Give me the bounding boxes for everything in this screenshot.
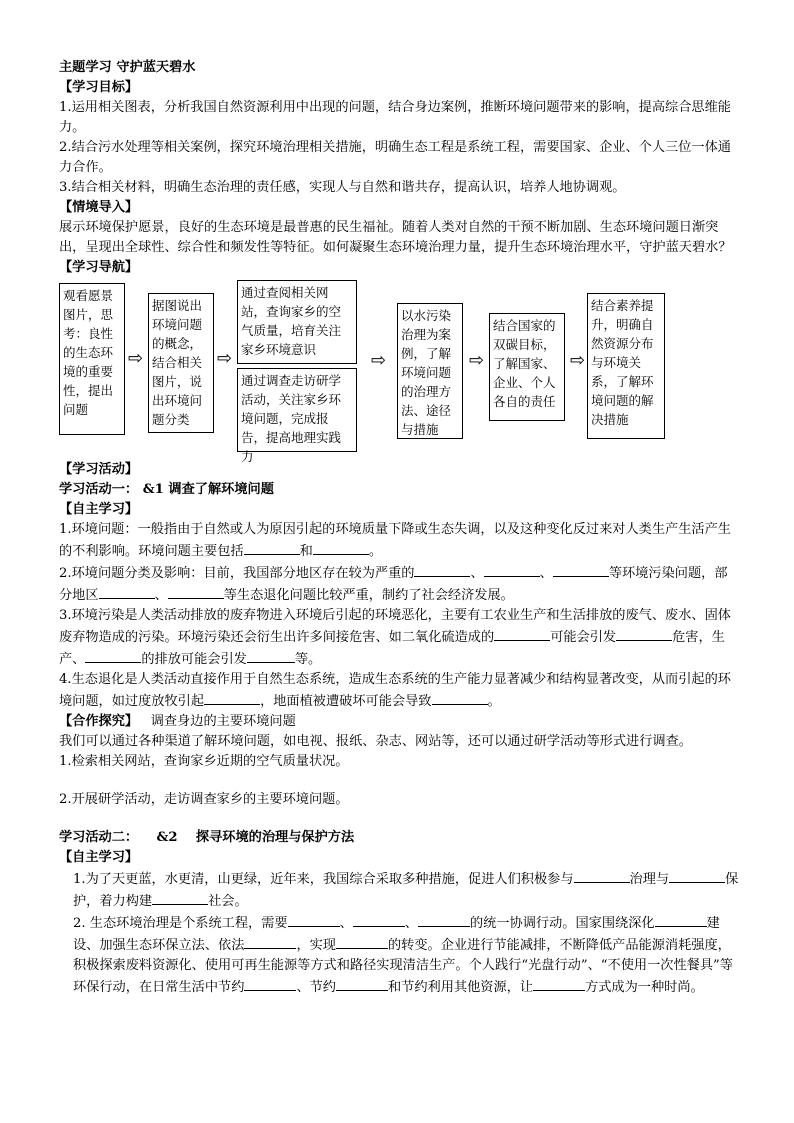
blank-field[interactable] xyxy=(655,912,707,927)
blank-field[interactable] xyxy=(418,912,470,927)
blank-field[interactable] xyxy=(353,912,405,927)
activity1-title: 学习活动一： &1 调查了解环境问题 xyxy=(59,482,274,497)
blank-field[interactable] xyxy=(336,934,388,949)
flow-box: 据图说出环境问题的概念，结合相关图片，说出环境问题分类 xyxy=(148,293,214,433)
flow-box: 结合素养提升，明确自然资源分布与环境关系，了解环境问题的解决措施 xyxy=(587,293,665,439)
goals-heading: 【学习目标】 xyxy=(59,80,139,95)
blank-field[interactable] xyxy=(288,912,340,927)
activity2-q1: 1.为了天更蓝，水更清，山更绿，近年来，我国综合采取多种措施，促进人们积极参与 治理与 保护，着力构建 社会。 xyxy=(59,868,739,912)
blank-field[interactable] xyxy=(244,976,296,991)
blank-field[interactable] xyxy=(336,976,388,991)
activity2-self-heading: 【自主学习】 xyxy=(59,850,139,865)
blank-field[interactable] xyxy=(574,868,630,883)
blank-field[interactable] xyxy=(244,540,300,555)
blank-field[interactable] xyxy=(152,890,208,905)
activity1-q1: 1.环境问题：一般指由于自然或人为原因引起的环境质量下降或生态失调，以及这种变化反过来对人类生产生活产生的不利影响。环境问题主要包括 和 。 xyxy=(59,522,731,559)
blank-field[interactable] xyxy=(494,626,550,641)
intro-heading: 【情境导入】 xyxy=(59,200,139,215)
coop-item: 2.开展研学活动，走访调查家乡的主要环境问题。 xyxy=(59,792,349,807)
goal-item: 3.结合相关材料，明确生态治理的责任感，实现人与自然和谐共存，提高认识，培养人地协调观。 xyxy=(59,180,626,195)
activity2-q2: 2. 生态环境治理是个系统工程，需要 、 、 的统一协调行动。国家围绕深化 建设、加强生态环保立法、依法 ，实现 的转变。企业进行节能减排，不断降低产品能源消耗强度，积极探索废料资源化、使用可再生能源等方式和路径实现清洁生产。个人践行“光盘行动”、“不使用一次性餐具”等环保行动，在日常生活中节约 、节约 和节约利用其他资源，让 方式成为一种时尚。 xyxy=(59,912,739,998)
blank-field[interactable] xyxy=(313,540,369,555)
activities-heading: 【学习活动】 xyxy=(59,462,139,477)
blank-field[interactable] xyxy=(244,934,296,949)
page-title: 主题学习 守护蓝天碧水 xyxy=(59,60,196,75)
activity1-self-heading: 【自主学习】 xyxy=(59,502,139,517)
blank-field[interactable] xyxy=(616,626,672,641)
goal-item: 2.结合污水处理等相关案例，探究环境治理相关措施，明确生态工程是系统工程，需要国家、企业、个人三位一体通力合作。 xyxy=(59,140,731,175)
blank-field[interactable] xyxy=(669,868,725,883)
blank-field[interactable] xyxy=(484,562,540,577)
learning-flowchart xyxy=(59,280,739,464)
activity1-q4: 4.生态退化是人类活动直接作用于自然生态系统，造成生态系统的生产能力显著减少和结构显著改变，从而引起的环境问题，如过度放牧引起 ，地面植被遭破坏可能会导致 。 xyxy=(59,672,731,709)
blank-field[interactable] xyxy=(85,648,141,663)
flow-box: 通过查阅相关网站，查询家乡的空气质量，培育关注家乡环境意识 xyxy=(237,280,357,364)
worksheet-page xyxy=(59,58,739,998)
blank-field[interactable] xyxy=(553,562,609,577)
coop-title: 调查身边的主要环境问题 xyxy=(138,714,296,729)
blank-field[interactable] xyxy=(432,690,488,705)
activity1-q2: 2.环境问题分类及影响：目前，我国部分地区存在较为严重的 、 、 等环境污染问题，部分地区 、 等生态退化问题比较严重，制约了社会经济发展。 xyxy=(59,562,739,606)
intro-text: 展示环境保护愿景，良好的生态环境是最普惠的民生福祉。随着人类对自然的干预不断加剧、生态环境问题日渐突出，呈现出全球性、综合性和频发性等特征。如何凝聚生态环境治理力量，提升生态环境治理水平，守护蓝天碧水？ xyxy=(59,220,732,255)
coop-text: 我们可以通过各种渠道了解环境问题，如电视、报纸、杂志、网站等，还可以通过研学活动等形式进行调查。 xyxy=(59,734,692,749)
blank-field[interactable] xyxy=(247,648,295,663)
flow-box: 通过调查走访研学活动，关注家乡环境问题，完成报告，提高地理实践力 xyxy=(237,368,357,452)
blank-field[interactable] xyxy=(168,584,224,599)
coop-heading: 【合作探究】 xyxy=(59,714,139,729)
flow-arrow-icon: ⇨ xyxy=(371,350,387,371)
goal-item: 1.运用相关图表，分析我国自然资源利用中出现的问题，结合身边案例，推断环境问题带来的影响，提高综合思维能力。 xyxy=(59,100,731,135)
flow-arrow-icon: ⇨ xyxy=(469,350,485,371)
coop-item: 1.检索相关网站，查询家乡近期的空气质量状况。 xyxy=(59,754,349,769)
flow-arrow-icon: ⇨ xyxy=(217,348,233,369)
flow-box: 观看愿景图片，思考：良性的生态环境的重要性，提出问题 xyxy=(59,283,125,435)
flow-arrow-icon: ⇨ xyxy=(570,350,586,371)
blank-field[interactable] xyxy=(99,584,155,599)
blank-field[interactable] xyxy=(414,562,470,577)
blank-field[interactable] xyxy=(204,690,260,705)
activity1-q3: 3.环境污染是人类活动排放的废弃物进入环境后引起的环境恶化，主要有工农业生产和生活排放的废气、废水、固体废弃物造成的污染。环境污染还会衍生出许多间接危害、如二氧化硫造成的 可能会引发 危害，生产、 的排放可能会引发 等。 xyxy=(59,608,731,667)
flow-box: 以水污染治理为案例，了解环境问题的治理方法、途径与措施 xyxy=(397,303,463,439)
flow-arrow-icon: ⇨ xyxy=(128,348,144,369)
activity2-title: 学习活动二： &2 探寻环境的治理与保护方法 xyxy=(59,830,355,845)
flow-box: 结合国家的双碳目标，了解国家、企业、个人各自的责任 xyxy=(489,313,565,421)
blank-field[interactable] xyxy=(533,976,585,991)
coop-heading-line xyxy=(59,712,739,732)
nav-heading: 【学习导航】 xyxy=(59,260,139,275)
